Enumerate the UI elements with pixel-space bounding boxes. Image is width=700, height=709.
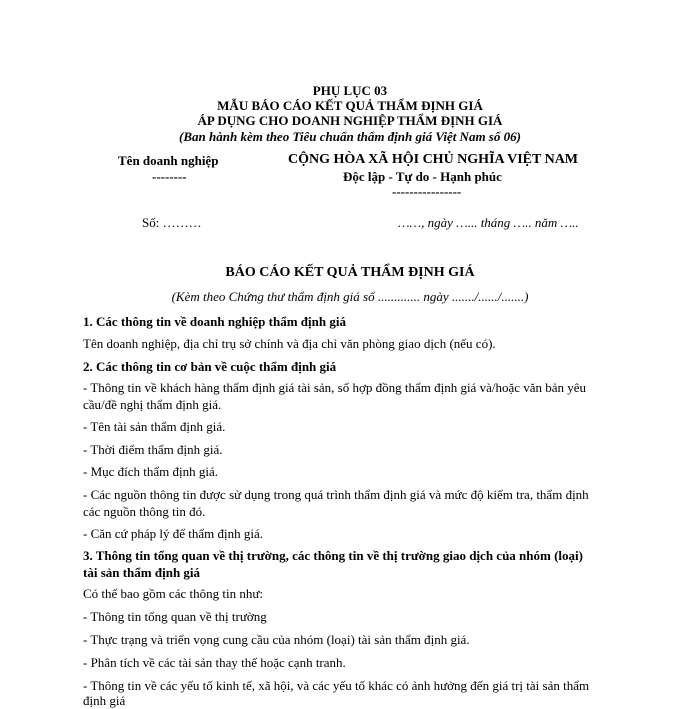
form-issuance-note: (Ban hành kèm theo Tiêu chuẩn thẩm định giá Việt Nam số 06) xyxy=(179,129,521,144)
form-scope: ÁP DỤNG CHO DOANH NGHIỆP THẨM ĐỊNH GIÁ xyxy=(197,113,503,128)
section-2-item-1b: cầu/đề nghị thẩm định giá. xyxy=(83,397,222,412)
document-date: ……, ngày …... tháng ….. năm ….. xyxy=(398,215,579,230)
section-3-intro: Có thể bao gồm các thông tin như: xyxy=(83,586,263,601)
section-2-item-6: - Căn cứ pháp lý để thẩm định giá. xyxy=(83,526,263,541)
motto-divider: ---------------- xyxy=(392,184,462,199)
company-name-label: Tên doanh nghiệp xyxy=(118,153,219,168)
section-3-heading-b: tài sản thẩm định giá xyxy=(83,565,201,580)
republic-title: CỘNG HÒA XÃ HỘI CHỦ NGHĨA VIỆT NAM xyxy=(288,152,579,167)
section-1-heading: 1. Các thông tin về doanh nghiệp thẩm định giá xyxy=(83,314,346,329)
section-2-item-2: - Tên tài sản thẩm định giá. xyxy=(83,419,226,434)
section-2-item-5a: - Các nguồn thông tin được sử dụng trong quá trình thẩm định giá và mức độ kiểm tra, thẩm định xyxy=(83,487,589,502)
section-3-item-1: - Thông tin tổng quan về thị trường xyxy=(83,609,267,624)
section-3-item-2: - Thực trạng và triển vọng cung cầu của nhóm (loại) tài sản thẩm định giá. xyxy=(83,632,470,647)
national-motto: Độc lập - Tự do - Hạnh phúc xyxy=(343,169,502,184)
report-subtitle: (Kèm theo Chứng thư thẩm định giá số ............. ngày ......./....../.......) xyxy=(171,289,529,304)
appendix-label: PHỤ LỤC 03 xyxy=(312,83,388,98)
section-2-item-5b: các nguồn thông tin đó. xyxy=(83,504,206,519)
section-3-item-4b: định giá xyxy=(83,693,126,708)
section-1-text: Tên doanh nghiệp, địa chỉ trụ sở chính và địa chỉ văn phòng giao dịch (nếu có). xyxy=(83,336,496,351)
section-2-item-3: - Thời điểm thẩm định giá. xyxy=(83,442,223,457)
document-number: Số: ……… xyxy=(142,215,202,230)
form-title: MẪU BÁO CÁO KẾT QUẢ THẨM ĐỊNH GIÁ xyxy=(217,98,483,113)
report-title: BÁO CÁO KẾT QUẢ THẨM ĐỊNH GIÁ xyxy=(225,265,475,280)
company-divider: -------- xyxy=(152,169,187,184)
section-2-heading: 2. Các thông tin cơ bản về cuộc thẩm định giá xyxy=(83,359,337,374)
section-2-item-4: - Mục đích thẩm định giá. xyxy=(83,464,219,479)
section-2-item-1a: - Thông tin về khách hàng thẩm định giá tài sản, số hợp đồng thẩm định giá và/hoặc văn bản yêu xyxy=(83,380,587,395)
section-3-item-4a: - Thông tin về các yếu tố kinh tế, xã hội, và các yếu tố khác có ảnh hưởng đến giá trị tài sản thẩm xyxy=(83,678,590,693)
section-3-item-3: - Phân tích về các tài sản thay thế hoặc cạnh tranh. xyxy=(83,655,346,670)
section-3-heading-a: 3. Thông tin tổng quan về thị trường, các thông tin về thị trường giao dịch của nhóm (loại) xyxy=(83,548,583,563)
